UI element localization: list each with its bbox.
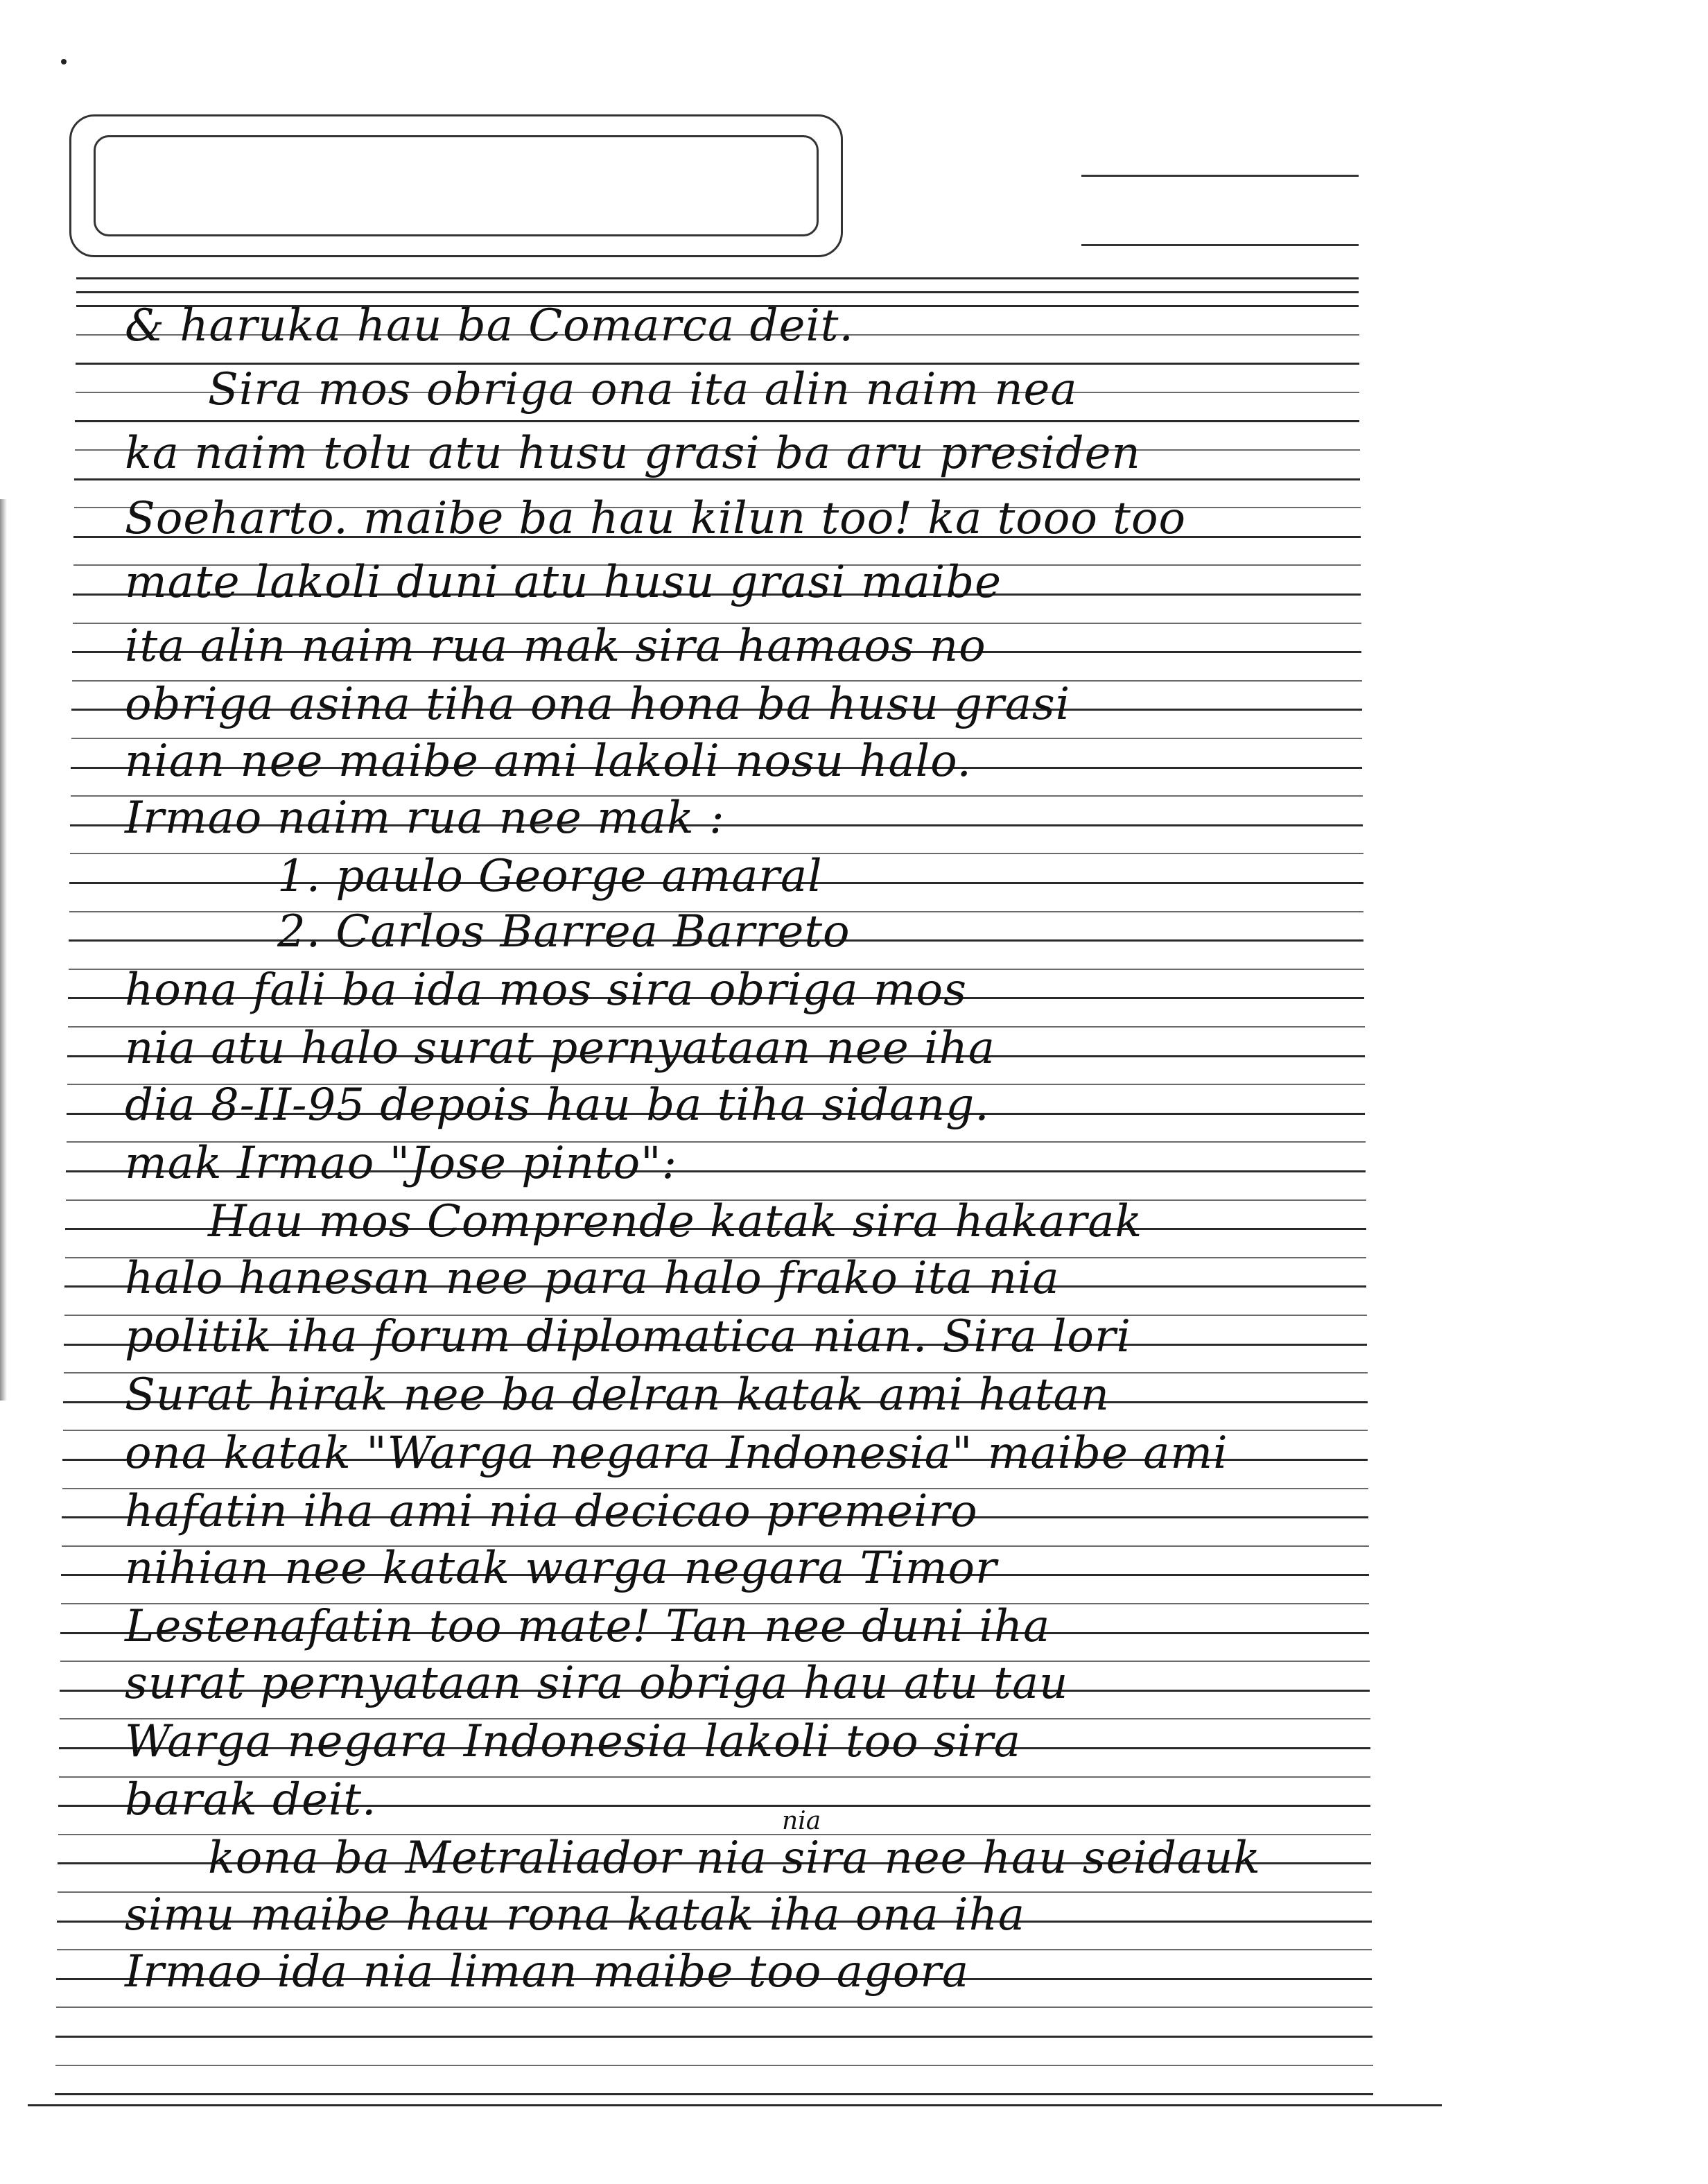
text-line: hona fali ba ida mos sira obriga mos <box>125 964 967 1016</box>
text-line: nian nee maibe ami lakoli nosu halo. <box>125 736 972 787</box>
text-line: mate lakoli duni atu husu grasi maibe <box>125 557 1002 608</box>
header-stamp-inner-box <box>94 135 819 236</box>
text-line: Sira mos obriga ona ita alin naim nea <box>208 364 1078 415</box>
text-line: Soeharto. maibe ba hau kilun too! ka tooo too <box>125 493 1186 544</box>
text-line: politik iha forum diplomatica nian. Sira lori <box>125 1311 1131 1362</box>
text-line: Irmao naim rua nee mak : <box>125 792 725 844</box>
ruled-line <box>76 291 1359 293</box>
ruled-line <box>55 2065 1373 2066</box>
list-item: 1. paulo George amaral <box>277 851 823 902</box>
text-line: ita alin naim rua mak sira hamaos no <box>125 621 986 672</box>
ruled-line <box>56 2007 1372 2008</box>
text-line: ka naim tolu atu husu grasi ba aru presiden <box>125 428 1141 479</box>
text-line: ona katak "Warga negara Indonesia" maibe ami <box>125 1428 1228 1479</box>
interlinear-insertion: nia <box>782 1807 821 1835</box>
text-line: hafatin iha ami nia decicao premeiro <box>125 1486 978 1537</box>
ruled-line <box>55 2036 1372 2038</box>
text-line: nihian nee katak warga negara Timor <box>125 1543 997 1594</box>
ruled-line <box>55 2093 1373 2095</box>
text-line: & haruka hau ba Comarca deit. <box>125 300 854 352</box>
ink-dot <box>61 59 67 64</box>
header-number-line <box>1081 244 1359 246</box>
text-line: mak Irmao "Jose pinto": <box>125 1138 678 1189</box>
text-line: Irmao ida nia liman maibe too agora <box>125 1946 970 1997</box>
text-line: halo hanesan nee para halo frako ita nia <box>125 1253 1060 1304</box>
list-item: 2. Carlos Barrea Barreto <box>277 906 851 957</box>
text-line: Hau mos Comprende katak sira hakarak <box>208 1196 1143 1247</box>
bottom-rule <box>28 2104 1442 2106</box>
text-line: dia 8-II-95 depois hau ba tiha sidang. <box>125 1080 990 1131</box>
ruled-line <box>75 420 1359 422</box>
text-line: Surat hirak nee ba delran katak ami hatan <box>125 1369 1110 1421</box>
header-date-line <box>1081 175 1359 177</box>
text-line: Lestenafatin too mate! Tan nee duni iha <box>125 1601 1051 1652</box>
text-line: nia atu halo surat pernyataan nee iha <box>125 1023 995 1074</box>
text-line: Warga negara Indonesia lakoli too sira <box>125 1716 1022 1767</box>
text-line: barak deit. <box>125 1774 377 1826</box>
text-line: surat pernyataan sira obriga hau atu tau <box>125 1658 1069 1709</box>
text-line: simu maibe hau rona katak iha ona iha <box>125 1889 1026 1941</box>
text-line: obriga asina tiha ona hona ba husu grasi <box>125 679 1071 730</box>
text-line: kona ba Metraliador nia sira nee hau seidauk <box>208 1832 1262 1884</box>
scan-edge-shadow <box>0 499 7 1401</box>
ruled-line <box>76 277 1359 279</box>
